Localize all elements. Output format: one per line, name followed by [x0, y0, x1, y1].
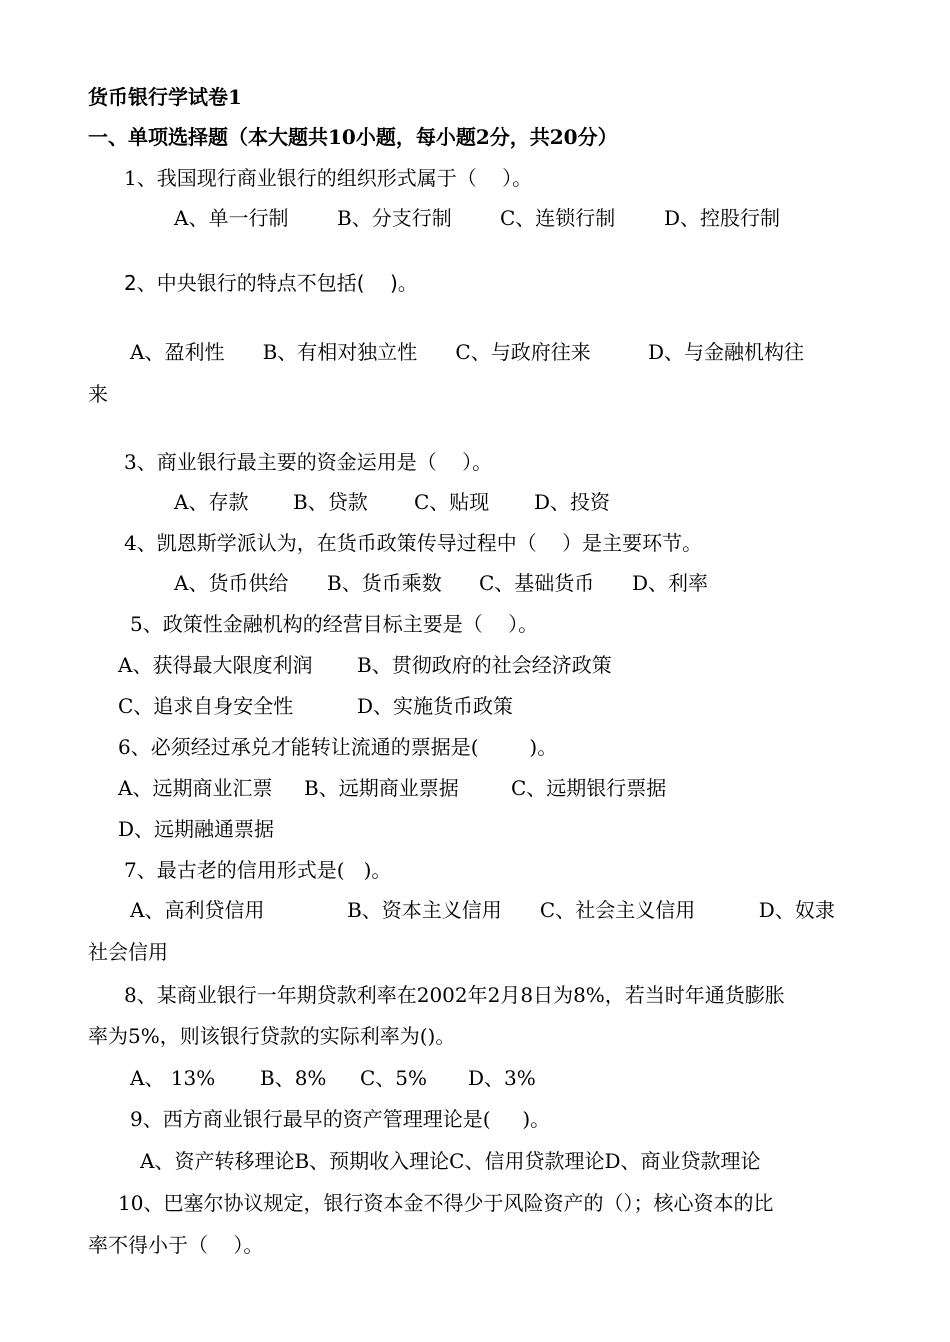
question-1-option-a: A、单一行制	[174, 206, 289, 230]
question-4-option-a: A、货币供给	[174, 571, 289, 595]
question-9-options: A、资产转移理论B、预期收入理论C、信用贷款理论D、商业贷款理论	[140, 1149, 761, 1173]
question-8-stem-wrap: 率为5%，则该银行贷款的实际利率为()。	[88, 1024, 456, 1048]
question-10-stem-wrap: 率不得小于（ ）。	[88, 1233, 264, 1257]
question-6-option-b: B、远期商业票据	[304, 776, 459, 800]
question-8-option-b: B、8%	[260, 1066, 327, 1090]
question-2-options-wrap: 来	[88, 382, 108, 406]
question-8-stem: 8、某商业银行一年期贷款利率在2002年2月8日为8%，若当时年通货膨胀	[124, 983, 785, 1007]
question-3-option-d: D、投资	[534, 490, 611, 514]
question-6-option-d: D、远期融通票据	[118, 817, 275, 841]
question-1-stem: 1、我国现行商业银行的组织形式属于（ ）。	[124, 166, 533, 190]
question-6-stem: 6、必须经过承兑才能转让流通的票据是( )。	[118, 735, 558, 759]
question-3-option-b: B、贷款	[293, 490, 368, 514]
question-10-stem: 10、巴塞尔协议规定，银行资本金不得少于风险资产的（）；核心资本的比	[118, 1191, 774, 1215]
question-1-option-d: D、控股行制	[664, 206, 781, 230]
question-3-option-a: A、存款	[174, 490, 249, 514]
question-8-option-d: D、3%	[468, 1066, 536, 1090]
question-4-option-d: D、利率	[632, 571, 709, 595]
question-2-stem: 2、中央银行的特点不包括( )。	[124, 271, 418, 295]
question-5-option-c: C、追求自身安全性	[118, 694, 294, 718]
question-5-stem: 5、政策性金融机构的经营目标主要是（ ）。	[130, 612, 539, 636]
question-1-option-b: B、分支行制	[337, 206, 452, 230]
question-5-option-d: D、实施货币政策	[357, 694, 514, 718]
question-7-stem: 7、最古老的信用形式是( )。	[124, 858, 392, 882]
question-4-option-b: B、货币乘数	[327, 571, 442, 595]
question-3-stem: 3、商业银行最主要的资金运用是（ ）。	[124, 450, 493, 474]
question-7-options: A、高利贷信用 B、资本主义信用 C、社会主义信用 D、奴隶	[130, 898, 835, 922]
question-5-option-b: B、贯彻政府的社会经济政策	[357, 653, 612, 677]
question-9-stem: 9、西方商业银行最早的资产管理理论是( )。	[130, 1107, 551, 1131]
question-1-option-c: C、连锁行制	[500, 206, 616, 230]
question-8-option-a: A、 13%	[130, 1066, 216, 1090]
question-3-option-c: C、贴现	[414, 490, 490, 514]
exam-title: 货币银行学试卷1	[88, 85, 242, 109]
question-6-option-a: A、远期商业汇票	[118, 776, 273, 800]
question-4-stem: 4、凯恩斯学派认为，在货币政策传导过程中（ ）是主要环节。	[124, 531, 703, 555]
question-2-options: A、盈利性 B、有相对独立性 C、与政府往来 D、与金融机构往	[130, 340, 804, 364]
question-7-options-wrap: 社会信用	[88, 940, 168, 964]
question-5-option-a: A、获得最大限度利润	[118, 653, 313, 677]
question-8-option-c: C、5%	[360, 1066, 428, 1090]
question-6-option-c: C、远期银行票据	[511, 776, 667, 800]
section-heading: 一、单项选择题（本大题共10小题，每小题2分，共20分）	[88, 125, 618, 149]
question-4-option-c: C、基础货币	[479, 571, 595, 595]
